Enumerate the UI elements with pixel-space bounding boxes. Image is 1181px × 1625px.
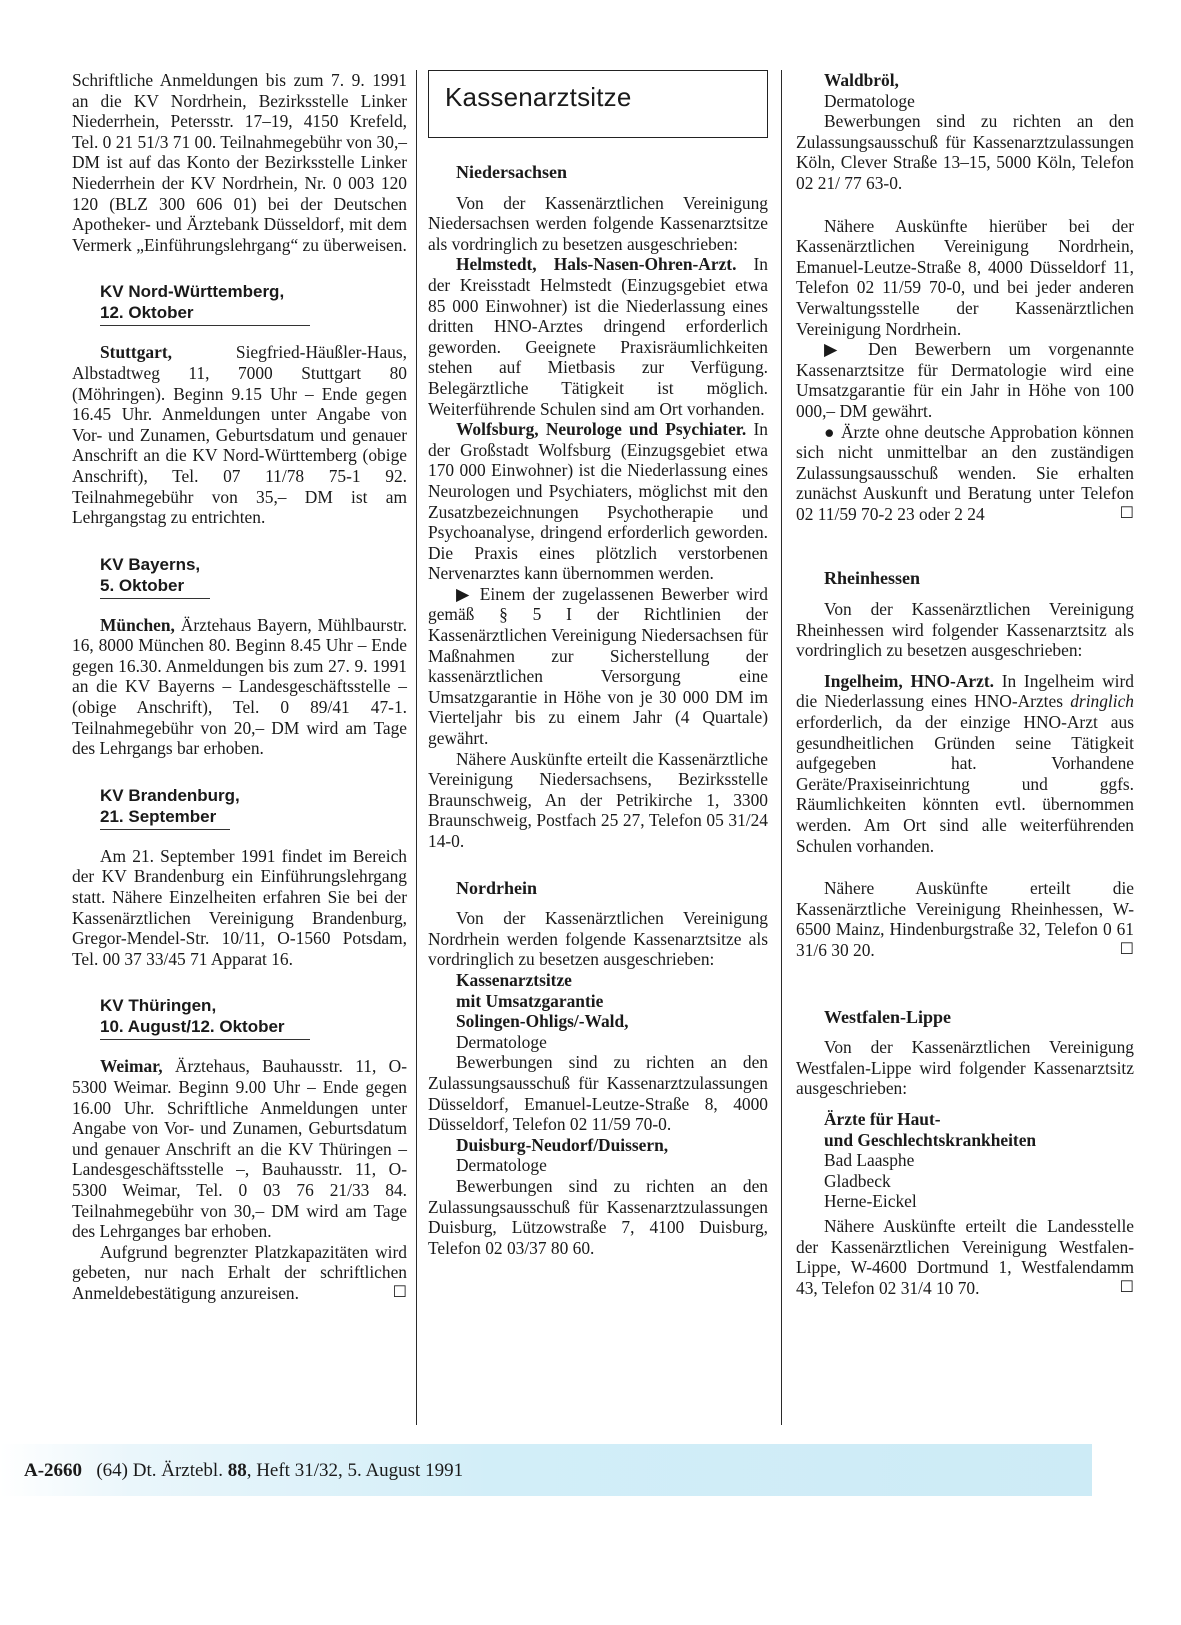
journal-name: (64) Dt. Ärztebl. (96, 1460, 223, 1481)
title-box (428, 70, 768, 138)
guarantee-paragraph: ▶ Einem der zugelassenen Bewerber wird gemäß § 5 I der Richtlinien der Kassenärztlichen Vereinigung Niedersachsen für Maßnahmen zur Sicherstellung der kassenärztlichen Versorgung eine Umsatzgarantie in Höhe von je 30 000 DM im Vierteljahr bis zu einem Jahr (4 Quartale) gewährt. (428, 583, 768, 749)
contact-paragraph: Nähere Auskünfte erteilt die Landesstelle der Kassenärztlichen Vereinigung Westfalen-Lippe, W-4600 Dortmund 1, Westfalendamm 43, Telefon 02 31/4 10 70. ☐ (796, 1215, 1134, 1298)
approbation-paragraph: ● Ärzte ohne deutsche Approbation können sich nicht unmittelbar an den zuständigen Zulassungsausschuß wenden. Sie erhalten zunächst Auskunft und Beratung unter Telefon 02 11/59 70-2 23 oder 2 24 ☐ (796, 421, 1134, 524)
end-mark: ☐ (392, 1283, 407, 1301)
title-box-heading: Kassenarztsitze (445, 82, 632, 112)
end-mark: ☐ (1119, 940, 1134, 958)
entry-wolfsburg: Wolfsburg, Neurologe und Psychiater. In der Großstadt Wolfsburg (Einzugsgebiet etwa 170 000 Einwohner) ist die Niederlassung eines Neurologen und Psychiaters, möglichst mit den Zusatzbezeichnungen Psychotherapie und Psychoanalyse, dringend erforderlich geworden. Die Praxis eines plötzlich verstorbenen Nervenarztes kann übernommen werden. (428, 419, 768, 584)
place-item: Gladbeck (824, 1170, 891, 1191)
section-intro: Von der Kassenärztlichen Vereinigung Nordrhein werden folgende Kassenarztsitze als vordringlich zu besetzen ausgeschrieben: (428, 908, 768, 970)
section-heading-nord-wuerttemberg: KV Nord-Württemberg, 12. Oktober (100, 281, 407, 326)
section-heading-nordrhein: Nordrhein (456, 877, 537, 898)
entry-text: Bewerbungen sind zu richten an den Zulassungsausschuß für Kassenarztzulassungen Köln, Clever Straße 13–15, 5000 Köln, Telefon 02 21/ 77 63-0. (796, 111, 1134, 193)
section-heading-niedersachsen: Niedersachsen (456, 162, 567, 182)
arrow-icon: ▶ (824, 339, 851, 360)
column-rule (416, 70, 417, 1425)
end-mark: ☐ (1119, 1278, 1134, 1296)
section-text: Stuttgart, Siegfried-Häußler-Haus, Albstadtweg 11, 7000 Stuttgart 80 (Möhringen). Beginn 9.15 Uhr – Ende gegen 16.45 Uhr. Anmeldungen unter Angabe von Vor- und Zunamen, Geburtsdatum und genauer Anschrift an die KV Nord-Württemberg (obige Anschrift), Tel. 07 11/78 75-1 92. Teilnahmegebühr von 35,– DM ist am Lehrgangstag zu entrichten. (72, 342, 407, 528)
contact-paragraph: Nähere Auskünfte erteilt die Kassenärztliche Vereinigung Rheinhessen, W-6500 Mainz, Hindenburgstraße 32, Telefon 0 61 31/6 30 20. ☐ (796, 878, 1134, 960)
section-text: Weimar, Ärztehaus, Bauhausstr. 11, O-5300 Weimar. Beginn 9.00 Uhr – Ende gegen 16.00 Uhr. Schriftliche Anmeldungen unter Angabe von Vor- und Zunamen, Geburtsdatum und genauer Anschrift an die KV Thüringen – Landesgeschäftsstelle –, Bauhausstr. 11, O-5300 Weimar, Tel. 0 03 76 21/33 84. Teilnahmegebühr von 30,– DM wird am Tage des Lehrganges bar erhoben. (72, 1056, 407, 1242)
section-intro: Von der Kassenärztlichen Vereinigung Niedersachsen werden folgende Kassenarztsitze als vordringlich zu besetzen ausgeschrieben: (428, 192, 768, 254)
heading-rule (100, 325, 310, 326)
section-heading-bayerns: KV Bayerns, 5. Oktober (100, 554, 407, 599)
contact-paragraph: Nähere Auskünfte hierüber bei der Kassenärztlichen Vereinigung Nordrhein, Emanuel-Leutze-Straße 8, 4000 Düsseldorf 11, Telefon 02 11/59 70-0, und bei jeder anderen Verwaltungsstelle der Kassenärztlichen Vereinigung Nordrhein. (796, 215, 1134, 339)
entry-solingen: Kassenarztsitze mit Umsatzgarantie Solingen-Ohligs/-Wald, Dermatologe (456, 969, 629, 1052)
end-mark: ☐ (1119, 504, 1134, 522)
section-heading-brandenburg: KV Brandenburg, 21. September (100, 785, 407, 830)
middle-column (428, 70, 768, 1258)
heading-rule (100, 1039, 310, 1040)
page-footer (24, 1460, 463, 1482)
section-intro: Von der Kassenärztlichen Vereinigung Rheinhessen wird folgender Kassenarztsitz als vordringlich zu besetzen ausgeschrieben: (796, 599, 1134, 661)
bullet-icon: ● (824, 421, 836, 442)
section-text: München, Ärztehaus Bayern, Mühlbaurstr. 16, 8000 München 80. Beginn 8.45 Uhr – Ende gegen 16.30. Anmeldungen bis zum 27. 9. 1991 an die KV Bayerns – Landesgeschäftsstelle – (obige Anschrift), Tel. 0 89/41 47-1. Teilnahmegebühr von 20,– DM wird am Tage des Lehrgangs bar erhoben. (72, 614, 407, 759)
heading-rule (100, 598, 210, 599)
entry-haut: Ärzte für Haut- und Geschlechtskrankheiten Bad Laasphe Gladbeck Herne-Eickel (824, 1109, 1134, 1212)
entry-text: Bewerbungen sind zu richten an den Zulassungsausschuß für Kassenarztzulassungen Duisburg, Lützowstraße 7, 4100 Duisburg, Telefon 02 03/37 80 60. (428, 1175, 768, 1258)
volume: 88 (227, 1460, 247, 1481)
section-text: Am 21. September 1991 findet im Bereich der KV Brandenburg ein Einführungslehrgang statt. Nähere Einzelheiten erfahren Sie bei der Kassenärztlichen Vereinigung Brandenburg, Gregor-Mendel-Str. 10/11, O-1560 Potsdam, Tel. 00 37 33/45 71 Apparat 16. (72, 845, 407, 969)
section-intro: Von der Kassenärztlichen Vereinigung Westfalen-Lippe wird folgender Kassenarztsitz ausgeschrieben: (796, 1037, 1134, 1099)
place-item: Herne-Eickel (824, 1191, 917, 1212)
right-column (796, 70, 1134, 1298)
entry-ingelheim: Ingelheim, HNO-Arzt. In Ingelheim wird die Niederlassung eines HNO-Arztes dringlich erforderlich, da der einzige HNO-Arzt aus gesundheitlichen Gründen seine Tätigkeit aufgegeben hat. Vorhandene Geräte/Praxiseinrichtung und ggfs. Räumlichkeiten könnten evtl. übernommen werden. Am Ort sind alle weiterführenden Schulen vorhanden. (796, 670, 1134, 856)
section-heading-thueringen: KV Thüringen, 10. August/12. Oktober (100, 995, 407, 1040)
section-heading-rheinhessen: Rheinhessen (824, 568, 921, 589)
issue: , Heft 31/32, 5. August 1991 (246, 1460, 464, 1481)
heading-rule (100, 829, 230, 830)
section-text: Aufgrund begrenzter Platzkapazitäten wird gebeten, nur nach Erhalt der schriftlichen Anmeldebestätigung anzureisen. ☐ (72, 1241, 407, 1303)
place-item: Bad Laasphe (824, 1150, 915, 1171)
entry-waldbroel: Waldbröl, Dermatologe (824, 70, 915, 111)
left-column (72, 70, 407, 1304)
arrow-icon: ▶ (456, 583, 473, 604)
entry-text: Bewerbungen sind zu richten an den Zulassungsausschuß für Kassenarztzulassungen Düsseldorf, Emanuel-Leutze-Straße 8, 4000 Düsseldorf, Telefon 02 11/59 70-0. (428, 1052, 768, 1135)
column-rule (781, 70, 782, 1425)
contact-paragraph: Nähere Auskünfte erteilt die Kassenärztliche Vereinigung Niedersachsens, Bezirksstelle Braunschweig, An der Petrikirche 1, 3300 Braunschweig, Postfach 25 27, Telefon 05 31/24 14-0. (428, 748, 768, 851)
guarantee-paragraph: ▶ Den Bewerbern um vorgenannte Kassenarztsitze für Dermatologie wird eine Umsatzgarantie für ein Jahr in Höhe von 100 000,– DM gewährt. (796, 339, 1135, 421)
page-number: A-2660 (24, 1460, 83, 1481)
entry-duisburg: Duisburg-Neudorf/Duissern, Dermatologe (456, 1134, 669, 1176)
section-heading-westfalen-lippe: Westfalen-Lippe (824, 1006, 952, 1027)
intro-paragraph: Schriftliche Anmeldungen bis zum 7. 9. 1991 an die KV Nordrhein, Bezirksstelle Linker Niederrhein, Petersstr. 17–19, 4150 Krefeld, Tel. 0 21 51/3 71 00. Teilnahmegebühr von 30,– DM ist auf das Konto der Bezirksstelle Linker Niederrhein der KV Nordrhein, Nr. 0 003 120 120 (BLZ 300 606 01) bei der Deutschen Apotheker- und Ärztebank Düsseldorf, mit dem Vermerk „Einführungslehrgang“ zu überweisen. (72, 70, 407, 255)
entry-helmstedt: Helmstedt, Hals-Nasen-Ohren-Arzt. In der Kreisstadt Helmstedt (Einzugsgebiet etwa 85 000 Einwohner) ist die Niederlassung eines dritten HNO-Arztes dringend erforderlich geworden. Geeignete Praxisräumlichkeiten stehen auf Mietbasis zur Verfügung. Belegärztliche Tätigkeit ist möglich. Weiterführende Schulen sind am Ort vorhanden. (428, 254, 768, 419)
